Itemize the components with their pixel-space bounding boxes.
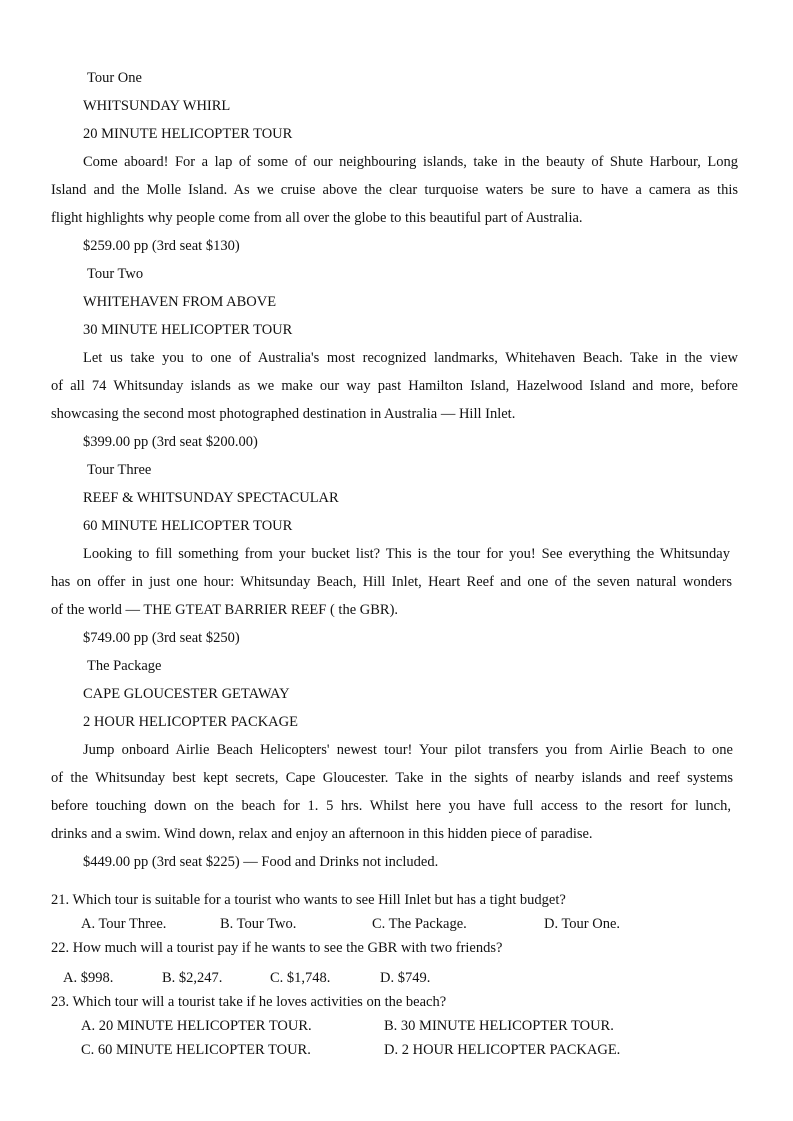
question-21: 21. Which tour is suitable for a tourist who wants to see Hill Inlet but has a tight budget?: [51, 892, 566, 908]
option-21-a: A. Tour Three.: [81, 916, 167, 932]
tour-description-line: has on offer in just one hour: Whitsunday Beach, Hill Inlet, Heart Reef and one of the seven natural wonders: [51, 574, 732, 590]
tour-name: REEF & WHITSUNDAY SPECTACULAR: [83, 490, 339, 506]
tour-label: Tour Two: [87, 266, 144, 282]
tour-name: CAPE GLOUCESTER GETAWAY: [83, 686, 290, 702]
tour-description-line: Let us take you to one of Australia's most recognized landmarks, Whitehaven Beach. Take in the view: [83, 350, 738, 366]
tour-name: WHITEHAVEN FROM ABOVE: [83, 294, 277, 310]
tour-label: Tour Three: [87, 462, 152, 478]
tour-description-line: of the world — THE GTEAT BARRIER REEF ( the GBR).: [51, 602, 399, 618]
tour-price: $399.00 pp (3rd seat $200.00): [83, 434, 258, 450]
tour-description-line: Island and the Molle Island. As we cruise above the clear turquoise waters be sure to have a camera as this: [51, 182, 738, 198]
tour-price: $749.00 pp (3rd seat $250): [83, 630, 240, 646]
option-23-c: C. 60 MINUTE HELICOPTER TOUR.: [81, 1042, 311, 1058]
question-23: 23. Which tour will a tourist take if he loves activities on the beach?: [51, 994, 447, 1010]
tour-description-line: Looking to fill something from your bucket list? This is the tour for you! See everything the Whitsunday: [83, 546, 730, 562]
tour-description-line: of all 74 Whitsunday islands as we make our way past Hamilton Island, Hazelwood Island and more, before: [51, 378, 738, 394]
tour-price: $449.00 pp (3rd seat $225) — Food and Drinks not included.: [83, 854, 439, 870]
option-23-a: A. 20 MINUTE HELICOPTER TOUR.: [81, 1018, 312, 1034]
tour-description-line: showcasing the second most photographed destination in Australia — Hill Inlet.: [51, 406, 516, 422]
tour-description-line: Come aboard! For a lap of some of our neighbouring islands, take in the beauty of Shute Harbour, Long: [83, 154, 738, 170]
option-22-a: A. $998.: [63, 970, 114, 986]
option-21-d: D. Tour One.: [544, 916, 621, 932]
tour-duration: 20 MINUTE HELICOPTER TOUR: [83, 126, 293, 142]
option-21-b: B. Tour Two.: [220, 916, 297, 932]
tour-description-line: Jump onboard Airlie Beach Helicopters' newest tour! Your pilot transfers you from Airlie Beach to one: [83, 742, 733, 758]
tour-description-line: drinks and a swim. Wind down, relax and enjoy an afternoon in this hidden piece of paradise.: [51, 826, 593, 842]
tour-description-line: before touching down on the beach for 1. 5 hrs. Whilst here you have full access to the resort for lunch,: [51, 798, 731, 814]
option-22-c: C. $1,748.: [270, 970, 331, 986]
option-22-d: D. $749.: [380, 970, 431, 986]
tour-label: The Package: [87, 658, 162, 674]
tour-duration: 60 MINUTE HELICOPTER TOUR: [83, 518, 293, 534]
tour-name: WHITSUNDAY WHIRL: [83, 98, 231, 114]
option-23-b: B. 30 MINUTE HELICOPTER TOUR.: [384, 1018, 614, 1034]
question-22: 22. How much will a tourist pay if he wants to see the GBR with two friends?: [51, 940, 503, 956]
tour-duration: 2 HOUR HELICOPTER PACKAGE: [83, 714, 298, 730]
tour-price: $259.00 pp (3rd seat $130): [83, 238, 240, 254]
tour-duration: 30 MINUTE HELICOPTER TOUR: [83, 322, 293, 338]
tour-label: Tour One: [87, 70, 142, 86]
option-21-c: C. The Package.: [372, 916, 467, 932]
tour-description-line: of the Whitsunday best kept secrets, Cape Gloucester. Take in the sights of nearby islands and reef systems: [51, 770, 733, 786]
option-23-d: D. 2 HOUR HELICOPTER PACKAGE.: [384, 1042, 621, 1058]
option-22-b: B. $2,247.: [162, 970, 223, 986]
tour-description-line: flight highlights why people come from all over the globe to this beautiful part of Australia.: [51, 210, 583, 226]
